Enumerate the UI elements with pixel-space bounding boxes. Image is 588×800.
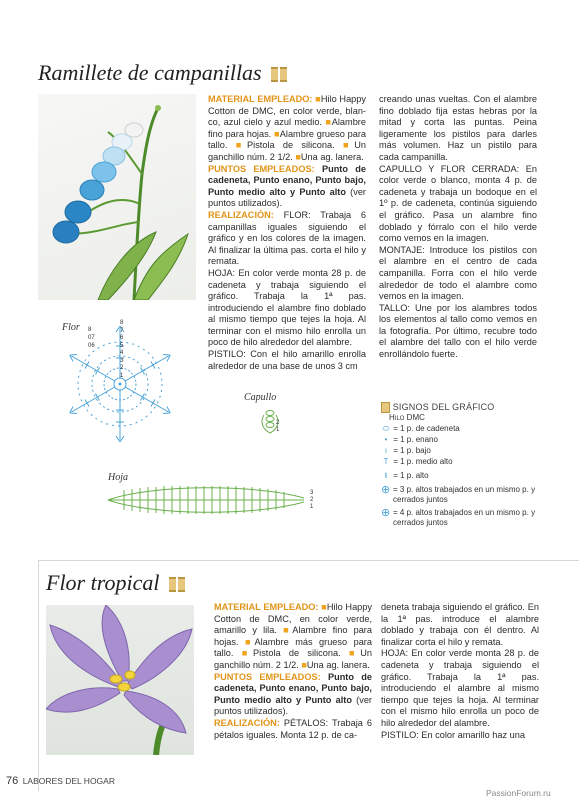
continued-paragraph: creando unas vueltas. Con el alambre fino doblado fija estas hebras por la mitad y corta las puntas. Peina ligeramente los pistilos para darles más volumen. Haz un pistilo para cada campanilla. xyxy=(379,94,537,162)
tallo-paragraph: TALLO: Une por los alambres todos los elementos al tallo como vemos en la fotografía. Por último, recubre todo el alambre del tallo con el hilo verde enrollándolo fuerte. xyxy=(379,302,537,360)
single-crochet-icon: ı xyxy=(384,446,388,456)
continued-paragraph: deneta trabaja siguiendo el gráfico. En la 1ª pas. introduce el alambre doblado y trabaja con él dentro. Al finalizar corta el hilo y remata. xyxy=(381,602,539,647)
footer-watermark: PassionForum.ru xyxy=(486,788,551,798)
photo-flor-tropical xyxy=(46,605,194,755)
four-dc-cluster-icon: ⊕ xyxy=(381,507,391,520)
material-label: MATERIAL EMPLEADO: xyxy=(208,94,313,104)
flor-diagram-label: Flor xyxy=(62,322,80,333)
hoja-paragraph: HOJA: En color verde monta 28 p. de cadeneta y trabaja siguiendo el gráfico. Trabaja la 1ª pas. introduciendo el alambre al mismo tiempo que tejes la hoja. Al terminar con el mismo hilo enrolla un poco de hilo alrededor del alambre. xyxy=(381,648,539,728)
realizacion-label: REALIZACIÓN: xyxy=(208,209,274,220)
capullo-diagram-label: Capullo xyxy=(244,392,277,403)
three-dc-cluster-icon: ⊕ xyxy=(381,484,391,497)
hoja-diagram xyxy=(104,480,314,525)
material-label: MATERIAL EMPLEADO: xyxy=(214,602,319,612)
spool-icon xyxy=(381,402,390,413)
legend-item-single: ı = 1 p. bajo xyxy=(381,446,541,456)
hoja-row-numbers: 3 2 1 xyxy=(310,490,314,510)
capullo-paragraph: CAPULLO Y FLOR CERRADA: En color verde o blanco, monta 4 p. de cadeneta y trabaja un bodoque en el 1º p. de cadeneta, continúa siguiendo el gráfico. Pasa un alambre fino doblado y fórralo con el hilo verde como vemos en la imagen. xyxy=(379,163,537,244)
legend-item-3dc: ⊕ = 3 p. altos trabajados en un mismo p. y cerrados juntos xyxy=(381,484,536,505)
legend xyxy=(381,402,541,528)
section2-column-1: MATERIAL EMPLEADO: ■Hilo Happy Cotton de DMC, en color verde, amarillo y lila. ■Alambre fino para hojas. ■Alambre más grueso para tallo. ■Pistola de silicona. ■Un ganchillo núm. 2 1/2. ■Una ag. lanera. PUNTOS EMPLEADOS: Punto de cadeneta, Punto enano, Punto bajo, Punto medio alto y Punto alto (ver puntos utilizados). REALIZACIÓN: PÉTALOS: Trabaja 6 pétalos iguales. Monta 12 p. de ca- xyxy=(214,602,373,740)
legend-heading: SIGNOS DEL GRÁFICO xyxy=(381,402,541,413)
puntos-label: PUNTOS EMPLEADOS: xyxy=(208,163,315,174)
pistilo-paragraph: PISTILO: Con el hilo amarillo enrolla alrededor de una base de unos 3 cm xyxy=(208,349,366,371)
double-crochet-icon: ŧ xyxy=(384,471,388,481)
half-double-icon: T xyxy=(383,457,389,467)
legend-item-4dc: ⊕ = 4 p. altos trabajados en un mismo p. y cerrados juntos xyxy=(381,507,536,528)
hoja-paragraph: HOJA: En color verde monta 28 p. de cadeneta y trabaja siguiendo el gráfico. Trabaja la 1ª pas. introduciendo el alambre fino doblado al mismo tiempo que tejes la hoja. Al terminar con el mismo hilo enrolla un poco de hilo alrededor del alambre. xyxy=(208,267,366,348)
flor-row-numbers: 8 7 6 5 4 3 2 1 xyxy=(120,320,124,379)
capullo-numbers: 2 1 xyxy=(276,420,280,433)
capullo-diagram xyxy=(258,405,288,444)
section1-column-1: MATERIAL EMPLEADO: ■Hilo Happy Cotton de DMC, en color verde, blan- co, azul cielo y azul medio. ■Alambre fino para hojas. ■Alambre grueso para tallo. ■Pistola de silicona. ■Un ganchillo núm. 2 1/2. ■Una ag. lanera. PUNTOS EMPLEADOS: Punto de cadeneta, Punto enano, Punto bajo, Punto medio alto y Punto alto (ver puntos utilizados). REALIZACIÓN: FLOR: Trabaja 6 campanillas iguales siguiendo el gráfico y en los colores de la imagen. Al finalizar la última pas. corta el hilo y remata. HOJA: En color verde monta 28 p. de cadeneta y trabaja siguiendo el gráfico. Trabaja la 1ª pas. introduciendo el alambre fino doblado al mismo tiempo que tejes la hoja. Al terminar con el mismo hilo enrolla un poco de hilo alrededor del alambre. PISTILO: Con el hilo amarillo enrolla alrededor de una base de unos 3 cm xyxy=(208,94,366,371)
flor-diagram xyxy=(54,318,204,448)
puntos-label: PUNTOS EMPLEADOS: xyxy=(214,671,321,682)
photo-campanillas xyxy=(38,94,196,300)
hoja-diagram-label: Hoja xyxy=(108,472,128,483)
spool-icon xyxy=(169,572,187,598)
legend-subheading: Hilo DMC xyxy=(389,413,425,423)
section2-title: Flor tropical xyxy=(46,570,187,598)
footer-magazine: LABORES DEL HOGAR xyxy=(22,776,115,786)
montaje-paragraph: MONTAJE: Introduce los pistilos con el alambre en el centro de cada campanilla. Forra con el hilo verde alrededor de todo el alambre como vemos en la imagen. xyxy=(379,244,537,302)
legend-item-double: ŧ = 1 p. alto xyxy=(381,471,541,481)
flor-left-numbers: 8 07 06 xyxy=(88,327,95,349)
section2-column-2 xyxy=(381,602,539,741)
legend-item-chain: ⬭ = 1 p. de cadeneta xyxy=(382,424,460,434)
section1-title: Ramillete de campanillas xyxy=(38,60,289,88)
chain-oval-icon: ⬭ xyxy=(382,424,390,434)
spool-icon xyxy=(271,62,289,88)
slip-dot-icon: • xyxy=(384,435,388,445)
section1-column-2 xyxy=(379,94,537,361)
legend-item-half-double: T = 1 p. medio alto xyxy=(381,457,541,467)
pistilo-paragraph: PISTILO: En color amarillo haz una xyxy=(381,729,526,740)
footer-page-number: 76 LABORES DEL HOGAR xyxy=(6,775,115,787)
legend-item-slip: • = 1 p. enano xyxy=(381,435,541,445)
realizacion-label: REALIZACIÓN: xyxy=(214,717,280,728)
